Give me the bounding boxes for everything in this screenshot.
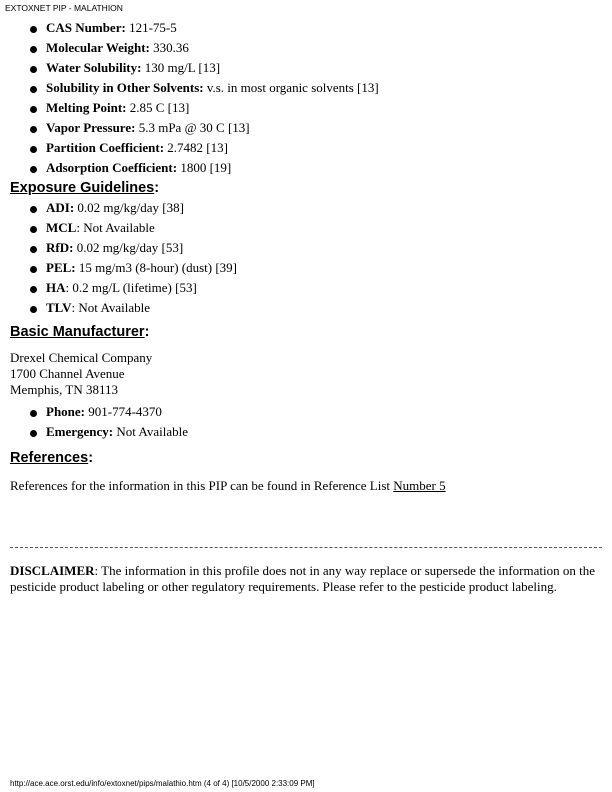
- list-item: [46, 258, 602, 278]
- manufacturer-heading: Basic Manufacturer:: [10, 324, 150, 340]
- document-body: [10, 18, 602, 595]
- guideline-label: HA: [46, 280, 66, 295]
- contact-value: 901-774-4370: [85, 404, 162, 419]
- guideline-label: RfD:: [46, 240, 74, 255]
- list-item: [46, 118, 602, 138]
- references-heading-text: References: [10, 450, 89, 466]
- property-value: v.s. in most organic solvents [13]: [203, 80, 379, 95]
- contact-value: Not Available: [113, 424, 188, 439]
- guideline-label: ADI:: [46, 200, 75, 215]
- guideline-value: 15 mg/m3 (8-hour) (dust) [39]: [75, 260, 238, 275]
- properties-list: [10, 18, 602, 178]
- property-label: CAS Number:: [46, 20, 126, 35]
- guideline-value: : Not Available: [76, 220, 155, 235]
- manufacturer-heading-text: Basic Manufacturer: [10, 324, 145, 340]
- reference-list-link[interactable]: Number 5: [393, 478, 446, 493]
- list-item: [46, 58, 602, 78]
- guideline-value: 0.02 mg/kg/day [38]: [74, 200, 184, 215]
- exposure-heading-text: Exposure Guidelines: [10, 180, 155, 196]
- list-item: [46, 198, 602, 218]
- property-label: Vapor Pressure:: [46, 120, 136, 135]
- city-state-zip: Memphis, TN 38113: [10, 382, 118, 397]
- references-text: [10, 478, 602, 494]
- page-footer: http://ace.ace.orst.edu/info/extoxnet/pips/malathio.htm (4 of 4) [10/5/2000 2:33:09 PM]: [10, 779, 315, 788]
- guideline-value: 0.02 mg/kg/day [53]: [73, 240, 184, 255]
- list-item: [46, 238, 602, 258]
- list-item: [46, 422, 602, 442]
- property-label: Adsorption Coefficient:: [46, 160, 178, 175]
- property-label: Partition Coefficient:: [46, 140, 165, 155]
- exposure-list: [10, 198, 602, 318]
- manufacturer-contact-list: [10, 402, 602, 442]
- property-value: 330.36: [149, 40, 189, 55]
- property-value: 2.7482 [13]: [164, 140, 228, 155]
- property-value: 121-75-5: [125, 20, 177, 35]
- property-label: Solubility in Other Solvents:: [46, 80, 204, 95]
- list-item: [46, 218, 602, 238]
- guideline-value: : Not Available: [71, 300, 151, 315]
- list-item: [46, 138, 602, 158]
- list-item: [46, 78, 602, 98]
- guideline-label: PEL:: [46, 260, 76, 275]
- divider: [10, 547, 602, 548]
- disclaimer-label: DISCLAIMER: [10, 563, 95, 578]
- contact-label: Phone:: [46, 404, 85, 419]
- guideline-label: TLV: [46, 300, 72, 315]
- manufacturer-address: [10, 350, 602, 398]
- list-item: [46, 38, 602, 58]
- disclaimer: [10, 563, 602, 595]
- property-value: 130 mg/L [13]: [141, 60, 221, 75]
- list-item: [46, 402, 602, 422]
- list-item: [46, 298, 602, 318]
- guideline-label: MCL: [46, 220, 77, 235]
- street-address: 1700 Channel Avenue: [10, 366, 125, 381]
- property-label: Melting Point:: [46, 100, 127, 115]
- property-label: Water Solubility:: [46, 60, 142, 75]
- references-sentence: References for the information in this PIP can be found in Reference List: [10, 478, 394, 493]
- property-value: 1800 [19]: [177, 160, 232, 175]
- list-item: [46, 18, 602, 38]
- list-item: [46, 278, 602, 298]
- company-name: Drexel Chemical Company: [10, 350, 153, 365]
- page-header: EXTOXNET PIP - MALATHION: [5, 3, 123, 13]
- contact-label: Emergency:: [46, 424, 114, 439]
- disclaimer-text: : The information in this profile does not in any way replace or supersede the information on the pesticide product labeling or other regulatory requirements. Please refer to the pesticide product labeling.: [10, 563, 596, 594]
- list-item: [46, 158, 602, 178]
- property-value: 2.85 C [13]: [126, 100, 190, 115]
- property-label: Molecular Weight:: [46, 40, 150, 55]
- list-item: [46, 98, 602, 118]
- property-value: 5.3 mPa @ 30 C [13]: [135, 120, 250, 135]
- references-heading: References:: [10, 450, 94, 466]
- exposure-heading: Exposure Guidelines:: [10, 180, 160, 196]
- guideline-value: : 0.2 mg/L (lifetime) [53]: [65, 280, 197, 295]
